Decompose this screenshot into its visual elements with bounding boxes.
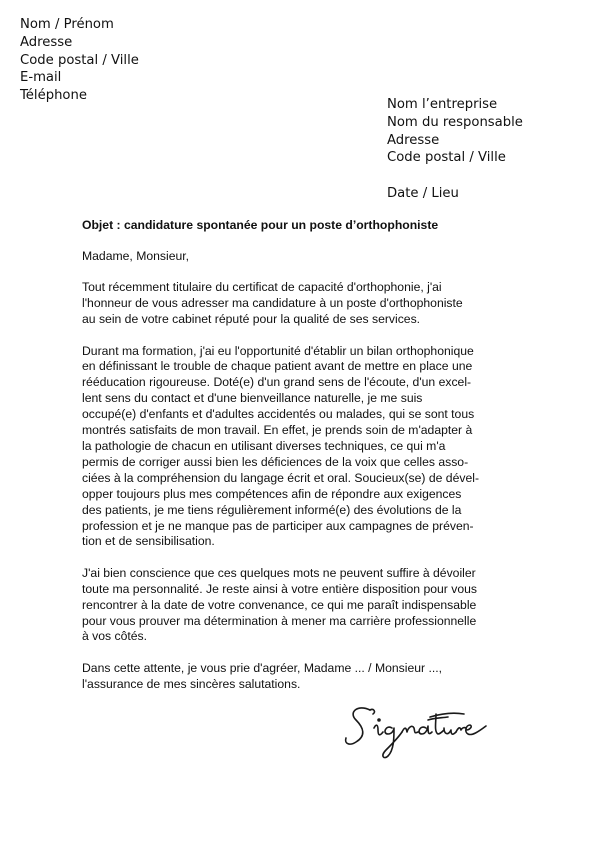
paragraph-experience [82, 344, 512, 551]
paragraph-line: rééducation rigoureuse. Doté(e) d'un grand sens de l'écoute, d'un excel- [82, 375, 472, 390]
paragraph-line: Tout récemment titulaire du certificat de capacité d'orthophonie, j'ai [82, 280, 442, 295]
paragraph-line: Dans cette attente, je vous prie d'agréer, Madame ... / Monsieur ..., [82, 660, 443, 675]
paragraph-line: Durant ma formation, j'ai eu l'opportunité d'établir un bilan orthophonique [82, 343, 474, 358]
paragraph-line: rencontrer à la date de votre convenance, ce qui me paraît indispensable [82, 597, 477, 612]
paragraph-line: tion et de sensibilisation. [82, 534, 215, 549]
sender-name: Nom / Prénom [20, 17, 114, 32]
recipient-address: Adresse [387, 132, 440, 148]
letter-body [82, 218, 512, 708]
paragraph-line: permis de corriger aussi bien les déficiences de la voix que celles asso- [82, 454, 469, 469]
paragraph-availability [82, 566, 512, 646]
paragraph-line: au sein de votre cabinet réputé pour la qualité de ses services. [82, 312, 421, 327]
letter-subject: Objet : candidature spontanée pour un poste d’orthophoniste [82, 218, 439, 232]
handwritten-signature [340, 690, 490, 770]
recipient-company: Nom l’entreprise [387, 97, 498, 112]
date-place: Date / Lieu [387, 186, 459, 201]
recipient-postal-city: Code postal / Ville [387, 150, 506, 166]
paragraph-line: occupé(e) d'enfants et d'adultes accidentés ou malades, qui se sont tous [82, 407, 475, 422]
sender-address: Adresse [20, 34, 73, 50]
paragraph-line: montrés satisfaits de mon travail. En effet, je prends soin de m'adapter à [82, 423, 473, 438]
recipient-address-block [387, 96, 523, 167]
paragraph-line: pour vous prouver ma détermination à mener ma carrière professionnelle [82, 613, 477, 628]
paragraph-line: l'honneur de vous adresser ma candidature à un poste d'orthophoniste [82, 296, 463, 311]
paragraph-line: J'ai bien conscience que ces quelques mots ne peuvent suffire à dévoiler [82, 565, 476, 580]
paragraph-line: lent sens du contact et d'une bienveillance naturelle, je me suis [82, 391, 423, 406]
paragraph-line: en définissant le trouble de chaque patient avant de mettre en place une [82, 359, 473, 374]
paragraph-line: ciées à la compréhension du langage écrit et oral. Soucieux(se) de dével- [82, 470, 479, 485]
paragraph-line: des patients, je me tiens régulièrement informé(e) des évolutions de la [82, 502, 462, 517]
paragraph-line: l'assurance de mes sincères salutations. [82, 676, 301, 691]
sender-address-block [20, 16, 139, 105]
paragraph-line: la pathologie de chacun en utilisant diverses techniques, ce qui m'a [82, 438, 446, 453]
paragraph-closing [82, 661, 512, 693]
paragraph-line: profession et je ne manque pas de participer aux campagnes de préven- [82, 518, 474, 533]
sender-postal-city: Code postal / Ville [20, 52, 139, 68]
paragraph-line: à vos côtés. [82, 629, 148, 644]
paragraph-line: opper toujours plus mes compétences afin de répondre aux exigences [82, 486, 462, 501]
sender-email: E-mail [20, 70, 62, 86]
paragraph-line: toute ma personnalité. Je reste ainsi à votre entière disposition pour vous [82, 581, 477, 596]
paragraph-intro [82, 280, 512, 328]
letter-salutation: Madame, Monsieur, [82, 248, 190, 263]
signature-graphic [340, 690, 490, 770]
recipient-manager: Nom du responsable [387, 114, 523, 130]
sender-phone: Téléphone [20, 88, 87, 104]
